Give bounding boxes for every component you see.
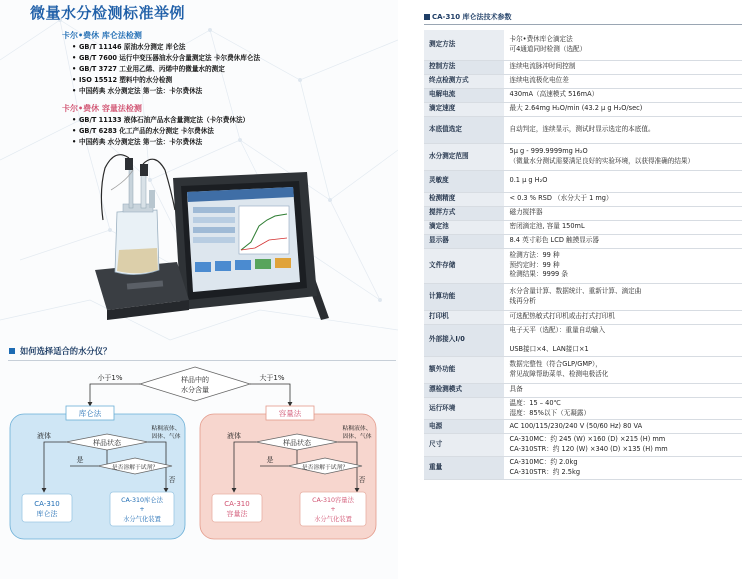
- spec-row: [424, 283, 742, 310]
- spec-value-line: 最大 2.64mg H₂O/min (43.2 μ g H₂O/sec): [509, 104, 643, 113]
- spec-value: [504, 30, 742, 60]
- spec-value-line: 8.4 英寸彩色 LCD 触摸显示器: [509, 236, 599, 245]
- spec-key: 文件存储: [424, 248, 504, 283]
- spec-row: [424, 383, 742, 397]
- spec-value: [504, 220, 742, 234]
- spec-row: [424, 30, 742, 60]
- spec-value-line: CA-310STR：约 120 (W) ×340 (D) ×135 (H) mm: [509, 445, 668, 454]
- spec-row: [424, 170, 742, 192]
- coulometric-heading: 卡尔•费休 库仑法检测: [62, 31, 142, 40]
- spec-key: 本底值选定: [424, 116, 504, 143]
- greater-than-label: 大于1%: [259, 374, 285, 382]
- other-states-label-1: 粘稠液体、: [151, 426, 181, 432]
- result-b-line-1: CA-310库仑法: [121, 497, 163, 504]
- volumetric-standards-list: [72, 115, 249, 148]
- spec-value-line: 430mA（高速模式 516mA）: [509, 90, 599, 99]
- spec-value: [504, 383, 742, 397]
- spec-row: [424, 310, 742, 324]
- spec-row: [424, 116, 742, 143]
- spec-value: [504, 457, 742, 480]
- spec-row: [424, 324, 742, 356]
- spec-row: [424, 434, 742, 457]
- spec-value: [504, 397, 742, 420]
- yes-label: 是: [76, 456, 84, 464]
- liquid-label: 液体: [37, 432, 51, 440]
- spec-value: [504, 324, 742, 356]
- spec-value-line: 常见故障帮助菜单、检测电极活化: [509, 369, 609, 378]
- spec-value-line: < 0.3 % RSD （水分大于 1 mg）: [509, 194, 613, 203]
- water-content-diamond: [140, 367, 250, 401]
- spec-value: [504, 356, 742, 383]
- spec-key: 水分测定范围: [424, 143, 504, 170]
- spec-value: [504, 102, 742, 116]
- spec-value-line: 0.1 μ g H₂O: [509, 176, 548, 185]
- result-a-line-1: CA-310: [34, 500, 60, 508]
- spec-panel: [409, 0, 750, 579]
- spec-key: 控制方法: [424, 60, 504, 74]
- spec-value-line: 湿度：85%以下（无凝露）: [509, 408, 591, 417]
- spec-value-line: CA-310STR：约 2.5kg: [509, 467, 581, 476]
- spec-value-line: 磁力搅拌器: [509, 208, 543, 217]
- spec-value-line: [510, 335, 738, 345]
- section-marker: [424, 14, 430, 20]
- spec-key: 外部接入I/0: [424, 324, 504, 356]
- list-item: • 中国药典 水分测定法 第一法：卡尔费休法: [72, 86, 260, 97]
- spec-row: [424, 206, 742, 220]
- result-a-line-2: 容量法: [226, 510, 248, 518]
- spec-value-line: （微量水分测试需要满足良好的实验环境，以获得准确的结果）: [509, 156, 695, 165]
- spec-row: [424, 220, 742, 234]
- less-than-label: 小于1%: [97, 374, 123, 382]
- spec-key: 重量: [424, 457, 504, 480]
- spec-row: [424, 74, 742, 88]
- spec-value-line: 水分含量计算、数据统计、重新计算、滴定曲: [509, 286, 642, 295]
- spec-key: 测定方法: [424, 30, 504, 60]
- spec-value-line: 具备: [509, 385, 523, 394]
- section-divider: [8, 360, 396, 361]
- spec-key: 电解电流: [424, 88, 504, 102]
- spec-key: 滴定池: [424, 220, 504, 234]
- no-label: 否: [358, 476, 366, 484]
- spec-value: [504, 206, 742, 220]
- other-states-label-2: 固体、气体: [342, 434, 372, 440]
- spec-key: 灵敏度: [424, 170, 504, 192]
- spec-row: [424, 234, 742, 248]
- spec-value: [504, 170, 742, 192]
- spec-key: 检测精度: [424, 192, 504, 206]
- titrator-device-illustration: [85, 150, 335, 340]
- dissolve-question-label: 是否溶解于试剂？: [301, 465, 349, 471]
- selection-title: 如何选择适合的水分仪？: [20, 346, 112, 356]
- water-content-label-1: 样品中的: [181, 376, 209, 384]
- result-b-line-3: 水分气化装置: [314, 516, 352, 523]
- spec-row: [424, 356, 742, 383]
- list-item: • GB/T 11146 原油水分测定 库仑法: [72, 42, 260, 53]
- liquid-label: 液体: [227, 432, 241, 440]
- spec-row: [424, 397, 742, 420]
- spec-value: [504, 192, 742, 206]
- spec-key: 计算功能: [424, 283, 504, 310]
- spec-value-line: 自动判定，连续显示，测试时显示选定的本底值。: [509, 124, 655, 133]
- spec-divider: [424, 24, 742, 25]
- result-a-line-2: 库仑法: [36, 510, 58, 518]
- spec-row: [424, 60, 742, 74]
- volumetric-heading: 卡尔•费休 容量法检测: [62, 104, 142, 113]
- result-b-line-3: 水分气化装置: [123, 516, 161, 523]
- volumetric-method-label: 容量法: [278, 409, 302, 418]
- spec-value: [504, 74, 742, 88]
- spec-table: [424, 30, 742, 480]
- spec-key: 打印机: [424, 310, 504, 324]
- selection-flowchart: [0, 362, 398, 562]
- spec-value-line: AC 100/115/230/240 V (50/60 Hz) 80 VA: [509, 422, 643, 431]
- spec-row: [424, 457, 742, 480]
- spec-row: [424, 102, 742, 116]
- coulometric-standards-list: [72, 42, 260, 97]
- spec-key: 终点检测方式: [424, 74, 504, 88]
- spec-value: [504, 283, 742, 310]
- volumetric-flow: [200, 406, 376, 539]
- coulometric-flow: [10, 406, 185, 539]
- spec-value-line: 检测结果：9999 条: [509, 270, 568, 279]
- yes-label: 是: [266, 456, 274, 464]
- spec-value-line: 预约定时：99 种: [509, 260, 560, 269]
- spec-value: [504, 248, 742, 283]
- spec-key: 运行环境: [424, 397, 504, 420]
- spec-row: [424, 192, 742, 206]
- spec-value: [504, 116, 742, 143]
- result-b-line-1: CA-310容量法: [312, 497, 354, 504]
- sample-state-label: 样品状态: [283, 439, 311, 447]
- spec-row: [424, 420, 742, 434]
- spec-value-line: 线再分析: [509, 296, 536, 305]
- result-a-line-1: CA-310: [224, 500, 250, 508]
- other-states-label-2: 固体、气体: [151, 434, 181, 440]
- list-item: • ISO 15512 塑料中的水分检测: [72, 75, 260, 86]
- spec-value-line: CA-310MC：约 2.0kg: [509, 458, 578, 467]
- spec-key: 尺寸: [424, 434, 504, 457]
- spec-value-line: 连续电流脉冲时间控制: [509, 62, 576, 71]
- spec-row: [424, 88, 742, 102]
- spec-value-line: 5μ g - 999.9999mg H₂O: [509, 146, 588, 155]
- spec-value: [504, 88, 742, 102]
- result-b-line-2: +: [139, 506, 145, 513]
- spec-value-line: 数据完整性（符合GLP/GMP），: [509, 360, 602, 369]
- water-content-label-2: 水分含量: [181, 386, 209, 394]
- spec-value-line: USB接口×4、LAN接口×1: [509, 345, 589, 354]
- spec-value-line: CA-310MC：约 245 (W) ×160 (D) ×215 (H) mm: [509, 435, 666, 444]
- spec-row: [424, 248, 742, 283]
- spec-title: CA-310 库仑法技术参数: [432, 13, 512, 21]
- spec-key: 漂检测模式: [424, 383, 504, 397]
- list-item: • GB/T 3727 工业用乙烯、丙烯中的微量水的测定: [72, 64, 260, 75]
- spec-key: 显示器: [424, 234, 504, 248]
- spec-value-line: 密闭滴定池, 容量 150mL: [509, 222, 585, 231]
- list-item: • GB/T 11133 液体石油产品水含量测定法（卡尔费休法）: [72, 115, 249, 126]
- spec-value: [504, 420, 742, 434]
- spec-value-line: 电子天平（选配）：重量自动输入: [509, 325, 606, 334]
- no-label: 否: [168, 476, 176, 484]
- list-item: • GB/T 7600 运行中变压器油水分含量测定法 卡尔费休库仑法: [72, 53, 260, 64]
- spec-value: [504, 434, 742, 457]
- list-item: • 中国药典 水分测定法 第一法：卡尔费休法: [72, 137, 249, 148]
- spec-value-line: 温度：15 – 40℃: [509, 398, 561, 407]
- spec-key: 额外功能: [424, 356, 504, 383]
- result-b-line-2: +: [330, 506, 336, 513]
- spec-value-line: 检测方法：99 种: [509, 250, 560, 259]
- tablet-screen: [187, 187, 300, 292]
- sample-state-label: 样品状态: [93, 439, 121, 447]
- other-states-label-1: 粘稠液体、: [342, 426, 372, 432]
- section-marker: [9, 348, 15, 354]
- spec-value-line: 可4通道同时检测（选配）: [509, 44, 587, 53]
- spec-key: 搅拌方式: [424, 206, 504, 220]
- list-item: • GB/T 6283 化工产品的水分测定 卡尔费休法: [72, 126, 249, 137]
- spec-value-line: 连续电流极化电位差: [509, 76, 569, 85]
- coulometric-method-label: 库仑法: [78, 409, 102, 418]
- spec-key: 滴定速度: [424, 102, 504, 116]
- spec-value: [504, 60, 742, 74]
- spec-value: [504, 143, 742, 170]
- spec-key: 电源: [424, 420, 504, 434]
- dissolve-question-label: 是否溶解于试剂？: [111, 465, 159, 471]
- page-title: 微量水分检测标准举例: [30, 4, 186, 22]
- spec-row: [424, 143, 742, 170]
- spec-value: [504, 310, 742, 324]
- spec-value-line: 可选配热敏式打印机或击打式打印机: [509, 312, 615, 321]
- spec-value: [504, 234, 742, 248]
- spec-value-line: 卡尔•费休库仑滴定法: [509, 34, 573, 43]
